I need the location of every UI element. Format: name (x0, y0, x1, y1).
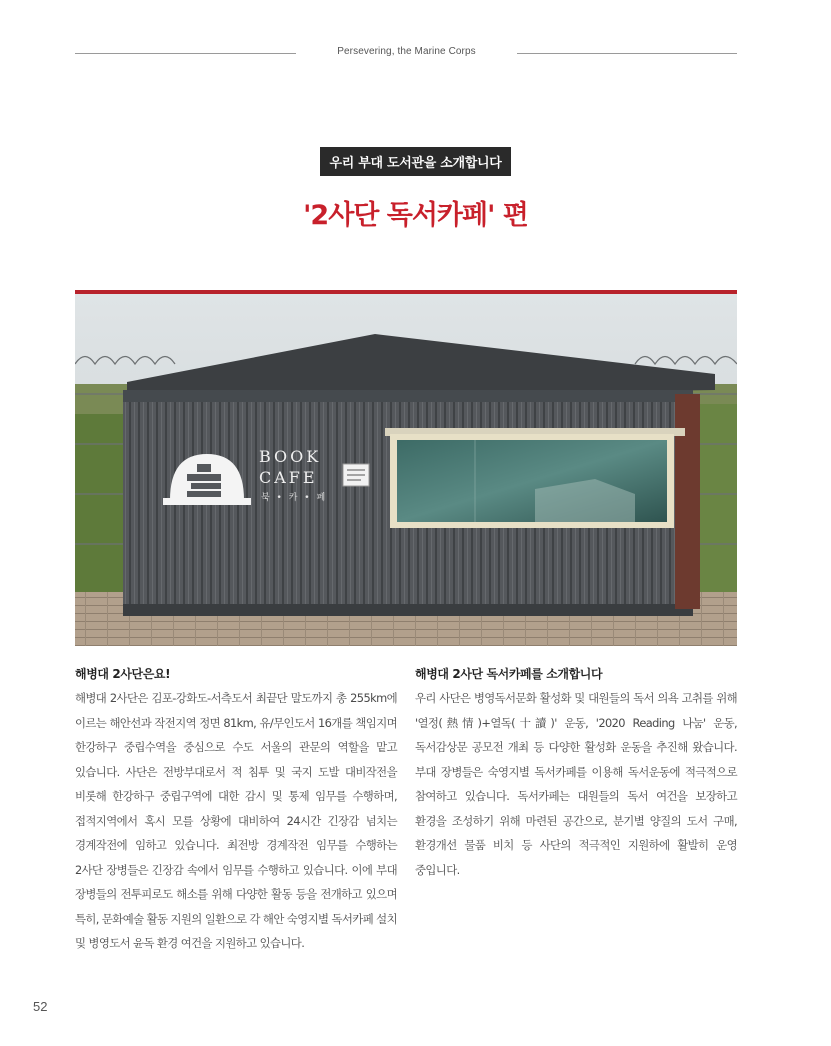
sign-book-text: BOOK (259, 447, 322, 466)
sign-cafe-text: CAFE (259, 468, 318, 487)
section-heading: 해병대 2사단 독서카페를 소개합니다 (415, 667, 603, 681)
section-heading: 해병대 2사단은요! (75, 667, 171, 681)
section-left (75, 665, 397, 956)
section-right (415, 665, 737, 882)
kicker-wrap (0, 147, 831, 176)
kicker-badge: 우리 부대 도서관을 소개합니다 (320, 147, 510, 176)
header-rule-right (517, 53, 737, 54)
container-cafe-illustration (75, 294, 737, 646)
running-title: Persevering, the Marine Corps (337, 46, 476, 57)
section-body: 해병대 2사단은 김포-강화도-서측도서 최끝단 말도까지 총 255km에 이르는 해안선과 작전지역 정면 81km, 유/무인도서 16개를 책임지며 한강하구 중립수역을 중심으로 수도 서울의 관문의 역할을 맡고 있습니다. 사단은 전방부대로서 적 침투 및 국지 도발 대비작전을 비롯해 한강하구 중립구역에 대한 감시 및 통제 임무를 수행하며, 접적지역에서 혹시 모를 상황에 대비하여 24시간 긴장감 넘치는 경계작전에 임하고 있습니다. 최전방 경계작전 임무를 수행하는 2사단 장병들은 긴장감 속에서 임무를 수행하고 있습니다. 이에 부대 장병들의 전투피로도 해소를 위해 다양한 활동 등을 전개하고 있으며 특히, 문화예술 활동 지원의 일환으로 각 해안 숙영지별 독서카페 설치 및 병영도서 윤독 환경 여건을 지원하고 있습니다. (75, 691, 397, 950)
book-cafe-photo (75, 290, 737, 646)
article-title: '2사단 독서카페' 편 (303, 200, 528, 231)
section-body: 우리 사단은 병영독서문화 활성화 및 대원들의 독서 의욕 고취를 위해 '열정(熱情)+열독(十讀)' 운동, '2020 Reading 나눔' 운동, 독서감상문 공모전 개최 등 다양한 활성화 운동을 추진해 왔습니다. 부대 장병들은 숙영지별 독서카페를 이용해 독서운동에 적극적으로 참여하고 있습니다. 독서카페는 대원들의 독서 여건을 보장하고 환경을 조성하기 위해 마련된 공간으로, 분기별 양질의 도서 구매, 환경개선 물품 비치 등 사단의 적극적인 지원하에 활발히 운영 중입니다. (415, 691, 737, 877)
page-number: 52 (33, 999, 48, 1014)
sign-korean-text: 북 • 카 • 페 (261, 493, 328, 503)
header-rule-left (75, 53, 296, 54)
